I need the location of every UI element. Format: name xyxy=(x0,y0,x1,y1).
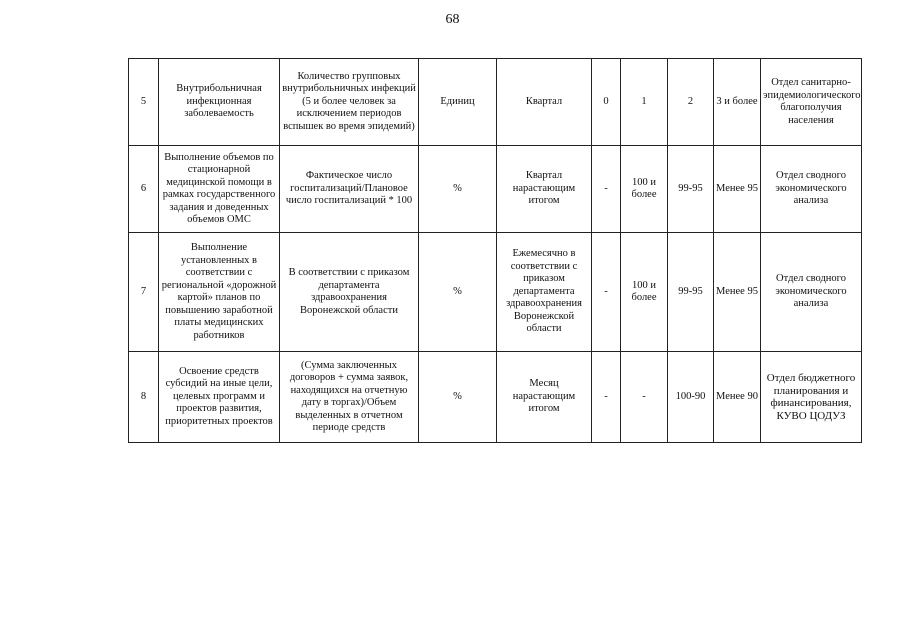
responsible-department: Отдел бюджетного планирования и финансирования, КУВО ЦОДУЗ xyxy=(761,352,862,443)
score-d: 3 и более xyxy=(714,59,761,146)
row-number: 8 xyxy=(129,352,159,443)
reporting-period: Ежемесячно в соответствии с приказом департамента здравоохранения Воронежской области xyxy=(497,233,592,352)
indicator-unit: Единиц xyxy=(419,59,497,146)
row-number: 6 xyxy=(129,146,159,233)
indicator-formula: Количество групповых внутрибольничных инфекций (5 и более человек за исключением периодов вспышек во время эпидемий) xyxy=(280,59,419,146)
score-c: 2 xyxy=(668,59,714,146)
score-b: 100 и более xyxy=(621,233,668,352)
score-a: 0 xyxy=(592,59,621,146)
score-a: - xyxy=(592,146,621,233)
page-number: 68 xyxy=(445,12,460,27)
indicator-formula: Фактическое число госпитализаций/Плановое число госпитализаций * 100 xyxy=(280,146,419,233)
indicator-formula: В соответствии с приказом департамента здравоохранения Воронежской области xyxy=(280,233,419,352)
indicator-name: Выполнение установленных в соответствии с региональной «дорожной картой» планов по повышению заработной платы медицинских работников xyxy=(159,233,280,352)
indicator-name: Внутрибольничная инфекционная заболеваемость xyxy=(159,59,280,146)
score-a: - xyxy=(592,352,621,443)
responsible-department: Отдел сводного экономического анализа xyxy=(761,146,862,233)
indicator-name: Выполнение объемов по стационарной медицинской помощи в рамках государственного задания и доведенных объемов ОМС xyxy=(159,146,280,233)
score-b: 1 xyxy=(621,59,668,146)
table-row xyxy=(129,59,862,146)
indicator-formula: (Сумма заключенных договоров + сумма заявок, находящихся на отчетную дату в торгах)/Объем выделенных в отчетном периоде средств xyxy=(280,352,419,443)
table-row xyxy=(129,233,862,352)
score-c: 99-95 xyxy=(668,146,714,233)
score-a: - xyxy=(592,233,621,352)
score-c: 99-95 xyxy=(668,233,714,352)
row-number: 5 xyxy=(129,59,159,146)
responsible-department: Отдел сводного экономического анализа xyxy=(761,233,862,352)
table-row xyxy=(129,352,862,443)
indicator-unit: % xyxy=(419,146,497,233)
row-number: 7 xyxy=(129,233,159,352)
indicators-table xyxy=(128,58,862,443)
score-b: - xyxy=(621,352,668,443)
indicator-name: Освоение средств субсидий на иные цели, целевых программ и проектов развития, приоритетных проектов xyxy=(159,352,280,443)
table-row xyxy=(129,146,862,233)
score-d: Менее 95 xyxy=(714,233,761,352)
reporting-period: Квартал xyxy=(497,59,592,146)
score-d: Менее 95 xyxy=(714,146,761,233)
score-b: 100 и более xyxy=(621,146,668,233)
score-c: 100-90 xyxy=(668,352,714,443)
responsible-department: Отдел санитарно-эпидемиологического благополучия населения xyxy=(761,59,862,146)
score-d: Менее 90 xyxy=(714,352,761,443)
reporting-period: Квартал нарастающим итогом xyxy=(497,146,592,233)
reporting-period: Месяц нарастающим итогом xyxy=(497,352,592,443)
indicator-unit: % xyxy=(419,233,497,352)
indicator-unit: % xyxy=(419,352,497,443)
